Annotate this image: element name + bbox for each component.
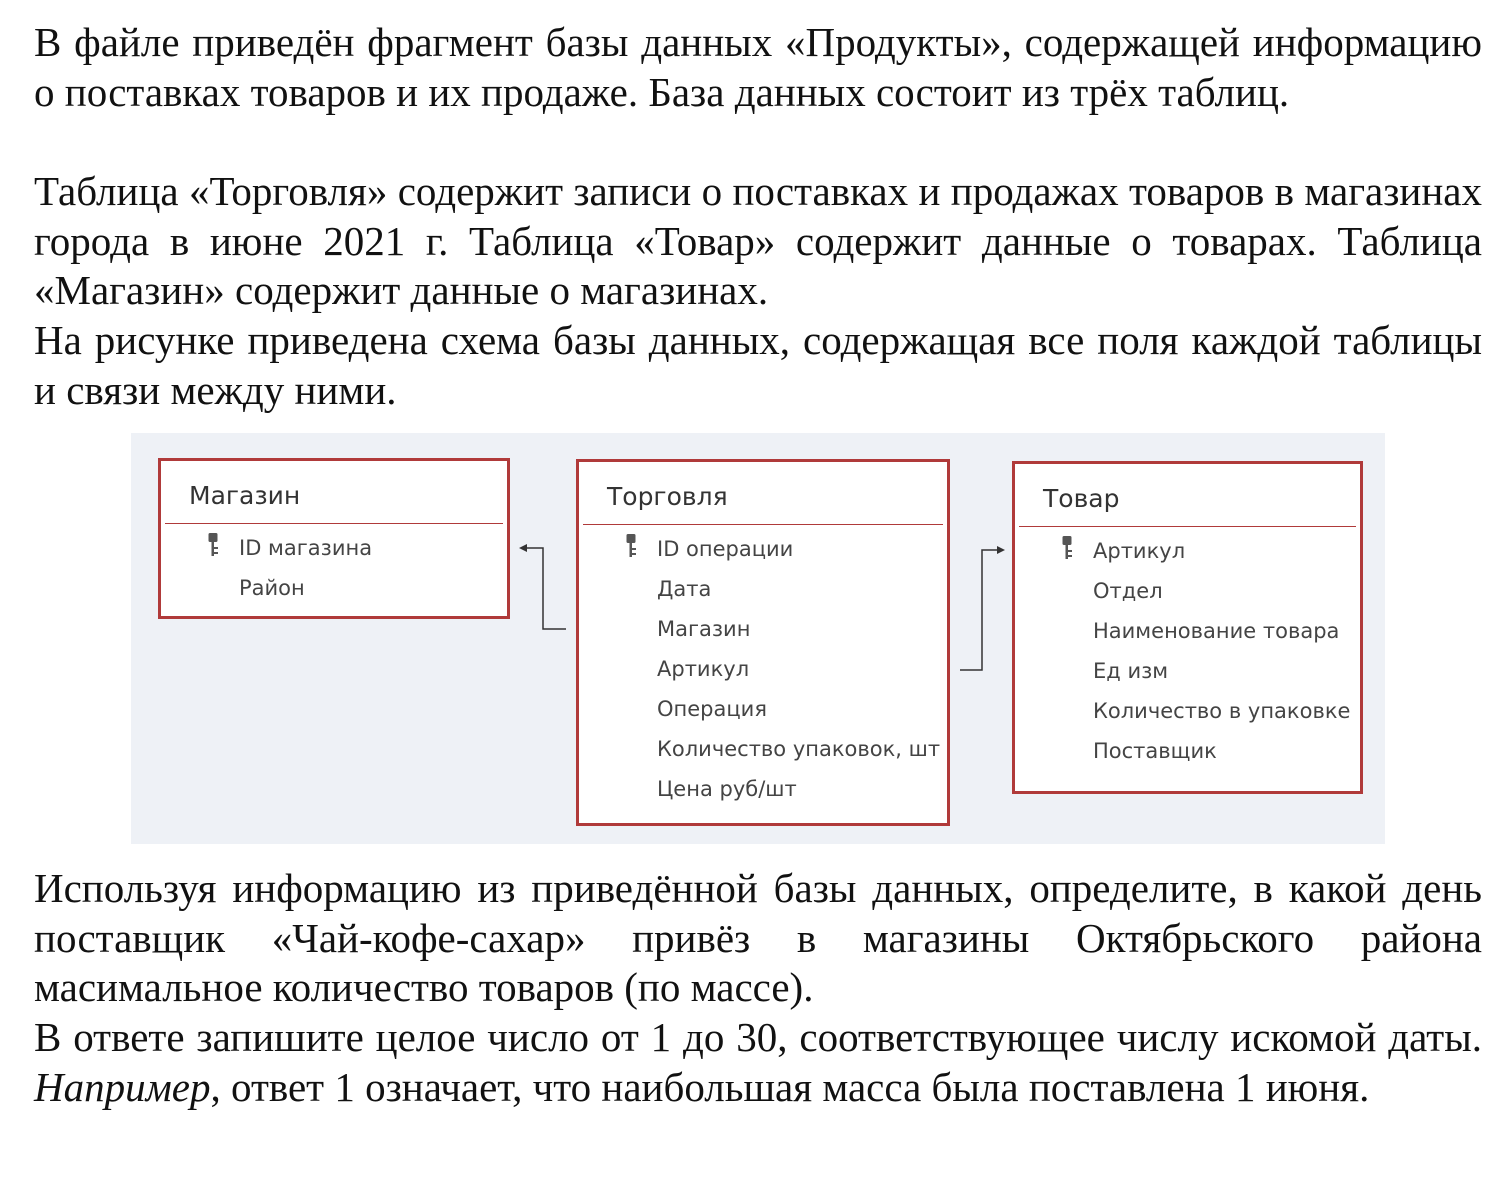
key-icon: [207, 532, 221, 558]
table-tovar: [1012, 461, 1363, 794]
field-otdel: Отдел: [1093, 579, 1163, 603]
field-kolichestvo-upakovok: Количество упаковок, шт: [657, 737, 941, 761]
field-kolichestvo-v-upakovke: Количество в упаковке: [1093, 699, 1351, 723]
table-title: Магазин: [189, 481, 301, 510]
field-tsena: Цена руб/шт: [657, 777, 797, 801]
relation-torgovlya-tovar: [960, 546, 1005, 670]
intro-paragraph-2: Таблица «Торговля» содержит записи о поставках и продажах товаров в магазинах города в июне 2021 г. Таблица «Товар» содержит данные о товарах. Таблица «Магазин» содержит данные о магазинах.: [34, 168, 1482, 313]
field-postavshchik: Поставщик: [1093, 739, 1217, 763]
answer-instructions: [34, 1013, 1482, 1112]
field-magazin: Магазин: [657, 617, 751, 641]
example-label: Например: [34, 1063, 211, 1110]
key-icon: [1061, 535, 1075, 561]
instructions-text: В ответе запишите целое число от 1 до 30, соответствующее числу искомой даты.: [34, 1014, 1482, 1060]
field-naimenovanie: Наименование товара: [1093, 619, 1340, 643]
field-rayon: Район: [239, 576, 305, 600]
field-artikul: Артикул: [657, 657, 750, 681]
intro-paragraph-3: На рисунке приведена схема базы данных, содержащая все поля каждой таблицы и связи между ними.: [34, 317, 1482, 413]
field-data: Дата: [657, 577, 712, 601]
relation-torgovlya-magazin: [519, 544, 566, 629]
example-text: , ответ 1 означает, что наибольшая масса была поставлена 1 июня.: [210, 1063, 1370, 1110]
divider: [1019, 526, 1356, 527]
table-torgovlya: [576, 459, 950, 826]
field-id-magazina: ID магазина: [239, 536, 373, 560]
field-artikul: Артикул: [1093, 539, 1186, 563]
field-id-operatsii: ID операции: [657, 537, 794, 561]
table-title: Товар: [1043, 484, 1120, 513]
schema-diagram: [131, 433, 1385, 844]
divider: [165, 523, 503, 524]
question-paragraph: Используя информацию из приведённой базы данных, определите, в какой день поставщик «Чай-кофе-сахар» привёз в магазины Октябрьского района масимальное количество товаров (по массе).: [34, 865, 1482, 1010]
key-icon: [625, 533, 639, 559]
table-title: Торговля: [607, 482, 728, 511]
intro-paragraph-1: В файле приведён фрагмент базы данных «Продукты», содержащей информацию о поставках товаров и их продаже. База данных состоит из трёх таблиц.: [34, 19, 1482, 115]
field-ed-izm: Ед изм: [1093, 659, 1169, 683]
field-operatsiya: Операция: [657, 697, 767, 721]
divider: [583, 524, 943, 525]
table-magazin: [158, 458, 510, 619]
